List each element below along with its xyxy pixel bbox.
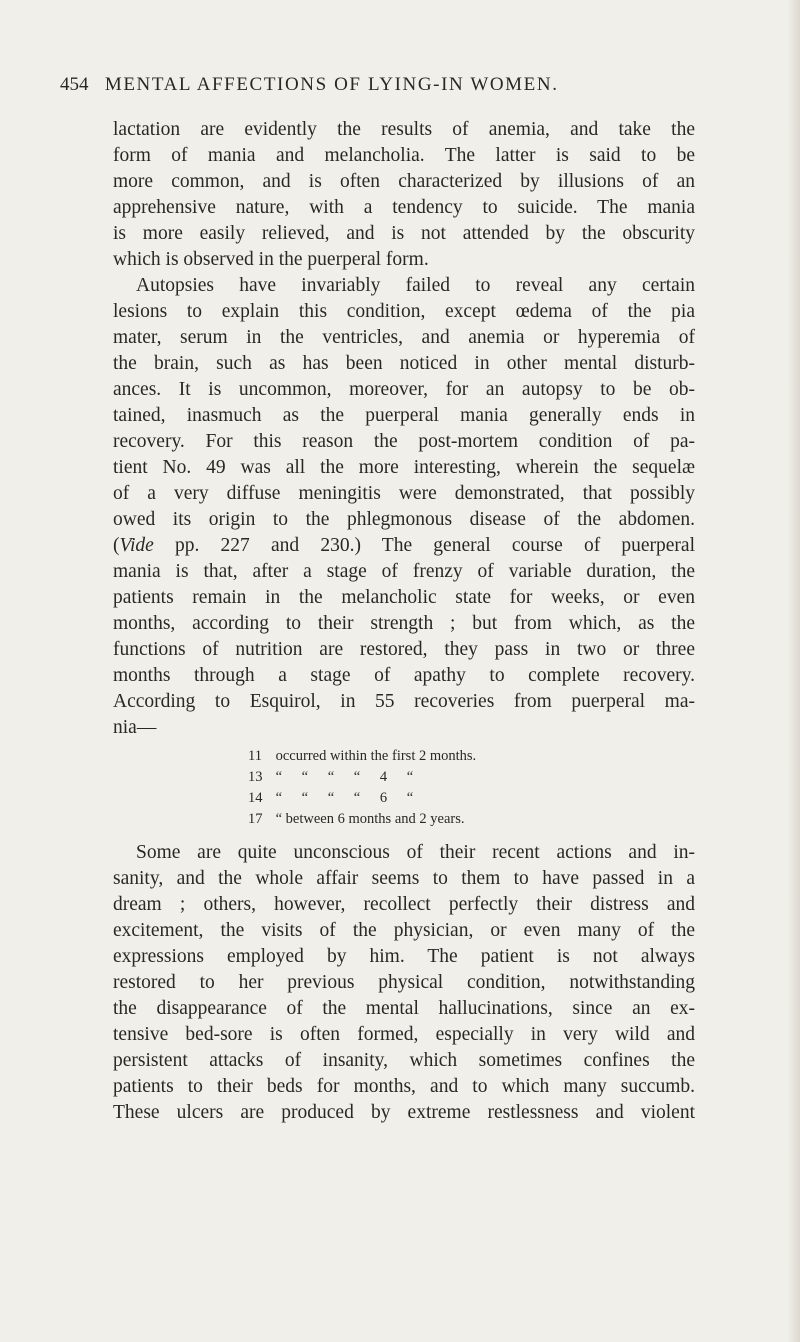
text-line: the disappearance of the mental hallucinations, since an ex-	[113, 998, 695, 1019]
running-header	[60, 74, 700, 102]
recovery-period: occurred within the first 2 months.	[275, 748, 477, 764]
vide-rest: pp. 227 and 230.) The general course of puerperal	[153, 535, 695, 556]
vide-reference: Vide	[119, 535, 154, 556]
vide-open-paren: (	[113, 535, 120, 556]
text-line: expressions employed by him. The patient is not always	[113, 946, 695, 967]
table-row	[248, 746, 708, 766]
recovery-period: “ “ “ “ 6 “	[275, 790, 414, 806]
recovery-count: 11	[248, 748, 262, 764]
table-row	[248, 809, 708, 829]
text-line: ances. It is uncommon, moreover, for an autopsy to be ob-	[113, 379, 695, 400]
text-line-vide	[113, 533, 695, 559]
text-line: Autopsies have invariably failed to reveal any certain	[136, 275, 695, 296]
text-line: lactation are evidently the results of anemia, and take the	[113, 119, 695, 140]
text-line: tensive bed-sore is often formed, especially in very wild and	[113, 1024, 695, 1045]
text-line: persistent attacks of insanity, which sometimes confines the	[113, 1050, 695, 1071]
text-line: recovery. For this reason the post-mortem condition of pa-	[113, 431, 695, 452]
text-line: Some are quite unconscious of their recent actions and in-	[136, 842, 695, 863]
text-line: owed its origin to the phlegmonous disease of the abdomen.	[113, 509, 695, 530]
text-line: patients to their beds for months, and to which many succumb.	[113, 1076, 695, 1097]
table-row	[248, 767, 708, 787]
text-line: the brain, such as has been noticed in other mental disturb-	[113, 353, 695, 374]
text-line: excitement, the visits of the physician, or even many of the	[113, 920, 695, 941]
recovery-count: 14	[248, 790, 263, 806]
text-line: is more easily relieved, and is not attended by the obscurity	[113, 223, 695, 244]
text-line: nia—	[113, 717, 157, 738]
text-line: According to Esquirol, in 55 recoveries from puerperal ma-	[113, 691, 695, 712]
recovery-count: 17	[248, 811, 263, 827]
text-line: tained, inasmuch as the puerperal mania generally ends in	[113, 405, 695, 426]
recovery-count: 13	[248, 769, 263, 785]
text-line: lesions to explain this condition, except œdema of the pia	[113, 301, 695, 322]
text-line: months, according to their strength ; but from which, as the	[113, 613, 695, 634]
recovery-period: “ between 6 months and 2 years.	[275, 811, 465, 827]
text-line: apprehensive nature, with a tendency to suicide. The mania	[113, 197, 695, 218]
text-line: These ulcers are produced by extreme restlessness and violent	[113, 1102, 695, 1123]
text-line: functions of nutrition are restored, they pass in two or three	[113, 639, 695, 660]
table-row	[248, 788, 708, 808]
text-line: tient No. 49 was all the more interesting, wherein the sequelæ	[113, 457, 695, 478]
text-line: months through a stage of apathy to complete recovery.	[113, 665, 695, 686]
text-line: of a very diffuse meningitis were demonstrated, that possibly	[113, 483, 695, 504]
text-line: form of mania and melancholia. The latter is said to be	[113, 145, 695, 166]
page-number: 454	[60, 74, 89, 95]
text-line: mania is that, after a stage of frenzy of variable duration, the	[113, 561, 695, 582]
text-line: more common, and is often characterized by illusions of an	[113, 171, 695, 192]
text-line: which is observed in the puerperal form.	[113, 249, 429, 270]
page-edge-shadow	[788, 0, 800, 1342]
text-line: mater, serum in the ventricles, and anemia or hyperemia of	[113, 327, 695, 348]
text-line: patients remain in the melancholic state for weeks, or even	[113, 587, 695, 608]
recovery-period: “ “ “ “ 4 “	[275, 769, 414, 785]
text-line: restored to her previous physical condition, notwithstanding	[113, 972, 695, 993]
text-line: dream ; others, however, recollect perfectly their distress and	[113, 894, 695, 915]
running-title: MENTAL AFFECTIONS OF LYING-IN WOMEN.	[104, 74, 559, 95]
text-line: sanity, and the whole affair seems to them to have passed in a	[113, 868, 695, 889]
